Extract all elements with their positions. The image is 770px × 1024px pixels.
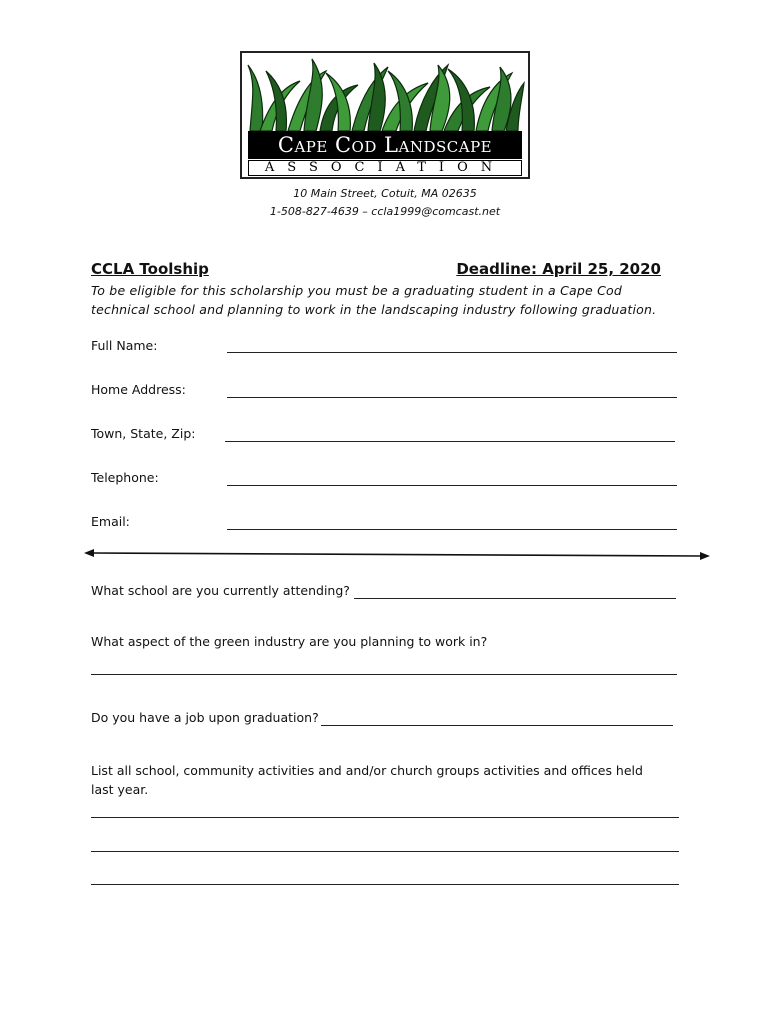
email-field[interactable] <box>227 529 677 530</box>
job-answer-field[interactable] <box>321 725 673 726</box>
home-address-field[interactable] <box>227 397 677 398</box>
full-name-field[interactable] <box>227 352 677 353</box>
contact-info: 1-508-827-4639 – ccla1999@comcast.net <box>269 205 501 218</box>
eligibility-text: To be eligible for this scholarship you must be a graduating student in a Cape Cod technical school and planning to work in the landscaping industry following graduation. <box>91 283 657 317</box>
full-name-label: Full Name: <box>91 338 158 353</box>
aspect-answer-field[interactable] <box>91 674 677 675</box>
street-address: 10 Main Street, Cotuit, MA 02635 <box>293 187 477 200</box>
town-state-zip-label: Town, State, Zip: <box>91 426 196 441</box>
grass-illustration <box>242 53 528 133</box>
activities-answer-line-3[interactable] <box>91 884 679 885</box>
activities-answer-line-2[interactable] <box>91 851 679 852</box>
telephone-field[interactable] <box>227 485 677 486</box>
activities-answer-line-1[interactable] <box>91 817 679 818</box>
home-address-label: Home Address: <box>91 382 186 397</box>
email-label: Email: <box>91 514 130 529</box>
logo-name: Cape Cod Landscape <box>248 131 522 159</box>
activities-question: List all school, community activities and and/or church groups activities and offices held last year. <box>91 763 643 797</box>
aspect-question: What aspect of the green industry are you planning to work in? <box>91 634 488 649</box>
town-state-zip-field[interactable] <box>225 441 675 442</box>
association-logo <box>240 51 530 179</box>
job-question: Do you have a job upon graduation? <box>91 710 319 725</box>
school-answer-field[interactable] <box>354 598 676 599</box>
deadline: Deadline: April 25, 2020 <box>456 260 661 278</box>
form-title: CCLA Toolship <box>91 260 209 278</box>
divider-arrow <box>84 548 710 562</box>
school-question: What school are you currently attending? <box>91 583 350 598</box>
logo-subtitle: ASSOCIATION <box>248 160 522 176</box>
telephone-label: Telephone: <box>91 470 159 485</box>
